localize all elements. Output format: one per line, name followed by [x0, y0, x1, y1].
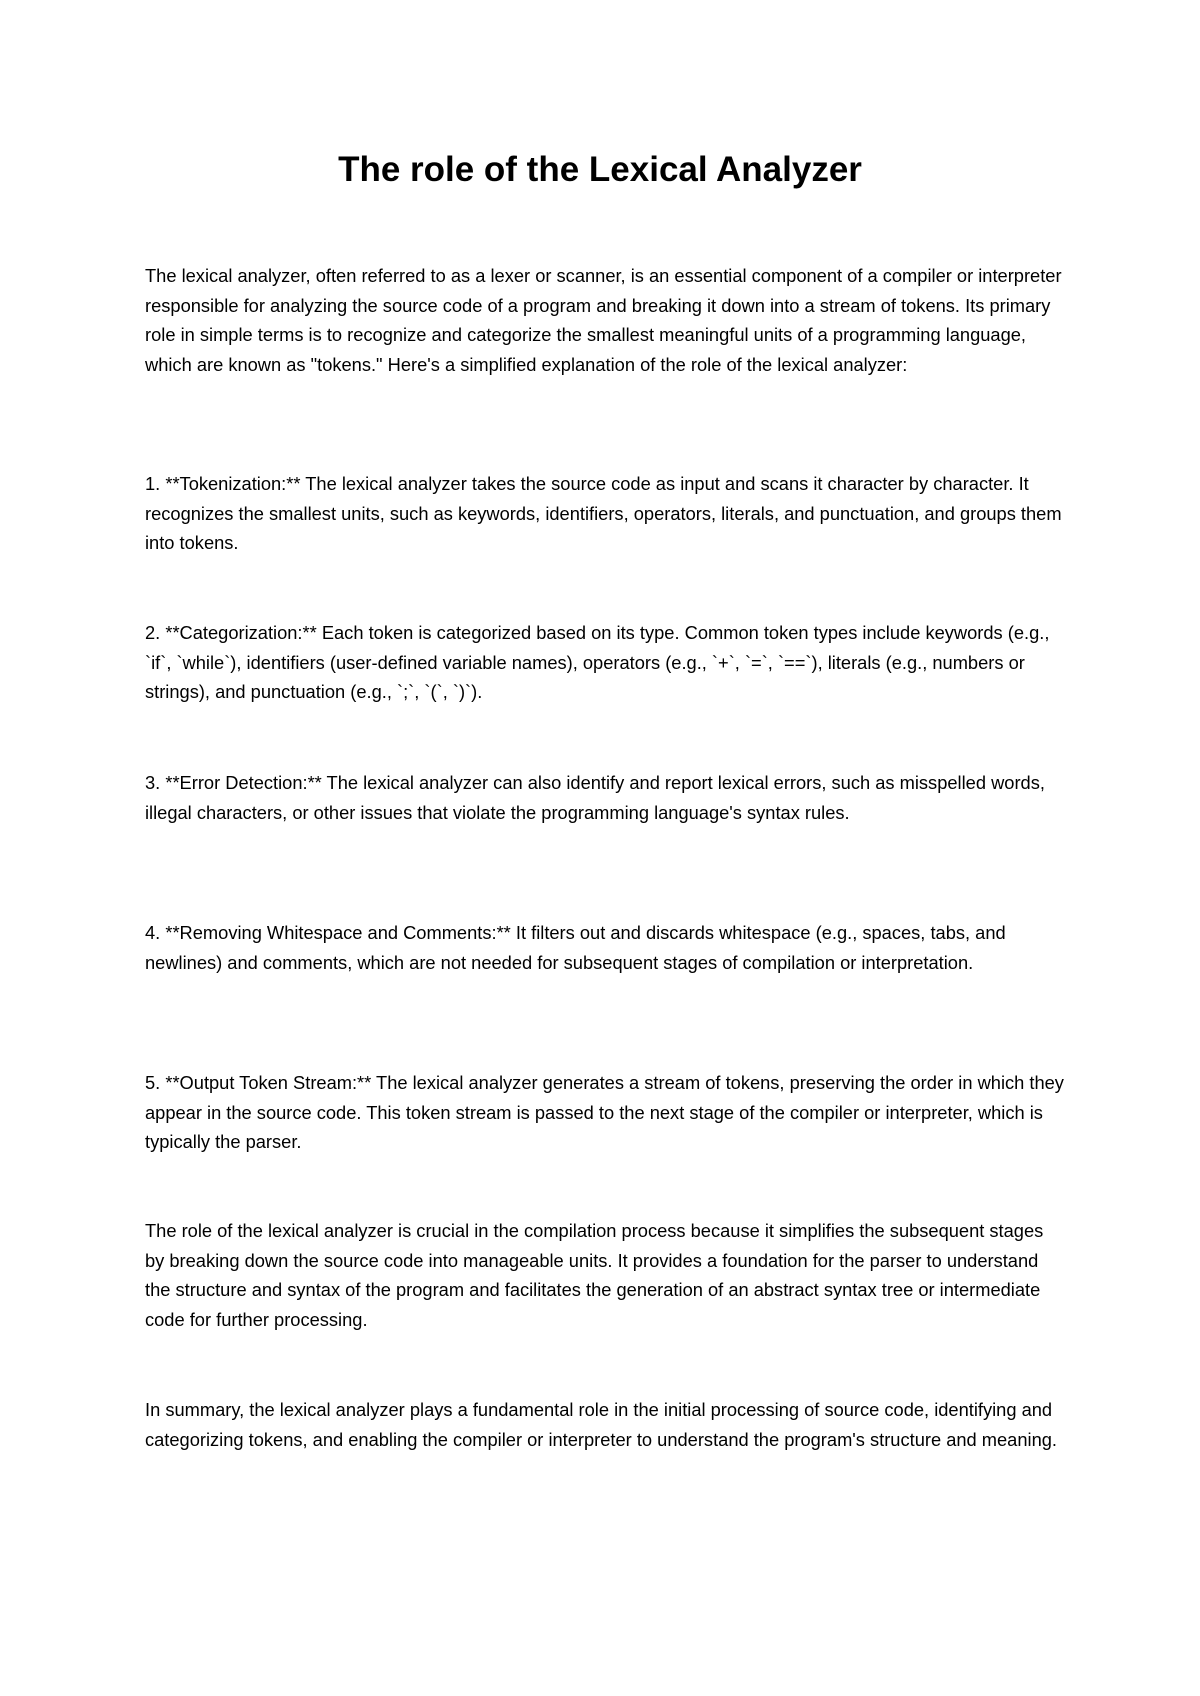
document-title: The role of the Lexical Analyzer	[338, 150, 862, 189]
list-item-removing-whitespace: 4. **Removing Whitespace and Comments:** It filters out and discards whitespace (e.g., spaces, tabs, and newlines) and comments, which are not needed for subsequent stages of compilation or interpretation.	[145, 922, 1006, 973]
intro-paragraph: The lexical analyzer, often referred to as a lexer or scanner, is an essential component of a compiler or interpreter responsible for analyzing the source code of a program and breaking it down into a stream of tokens. Its primary role in simple terms is to recognize and categorize the smallest meaningful units of a programming language, which are known as "tokens." Here's a simplified explanation of the role of the lexical analyzer:	[145, 265, 1062, 375]
list-item-categorization: 2. **Categorization:** Each token is categorized based on its type. Common token types include keywords (e.g., `if`, `while`), identifiers (user-defined variable names), operators (e.g., `+`, `=`, `==`), literals (e.g., numbers or strings), and punctuation (e.g., `;`, `(`, `)`).	[145, 622, 1050, 703]
list-item-tokenization: 1. **Tokenization:** The lexical analyzer takes the source code as input and scans it character by character. It recognizes the smallest units, such as keywords, identifiers, operators, literals, and punctuation, and groups them into tokens.	[145, 473, 1062, 554]
conclusion-paragraph: The role of the lexical analyzer is crucial in the compilation process because it simplifies the subsequent stages by breaking down the source code into manageable units. It provides a foundation for the parser to understand the structure and syntax of the program and facilitates the generation of an abstract syntax tree or intermediate code for further processing.	[145, 1220, 1044, 1330]
list-item-error-detection: 3. **Error Detection:** The lexical analyzer can also identify and report lexical errors, such as misspelled words, illegal characters, or other issues that violate the programming language's syntax rules.	[145, 772, 1045, 823]
list-item-output-token-stream: 5. **Output Token Stream:** The lexical analyzer generates a stream of tokens, preserving the order in which they appear in the source code. This token stream is passed to the next stage of the compiler or interpreter, which is typically the parser.	[145, 1072, 1064, 1153]
summary-paragraph: In summary, the lexical analyzer plays a fundamental role in the initial processing of source code, identifying and categorizing tokens, and enabling the compiler or interpreter to understand the program's structure and meaning.	[145, 1399, 1057, 1450]
